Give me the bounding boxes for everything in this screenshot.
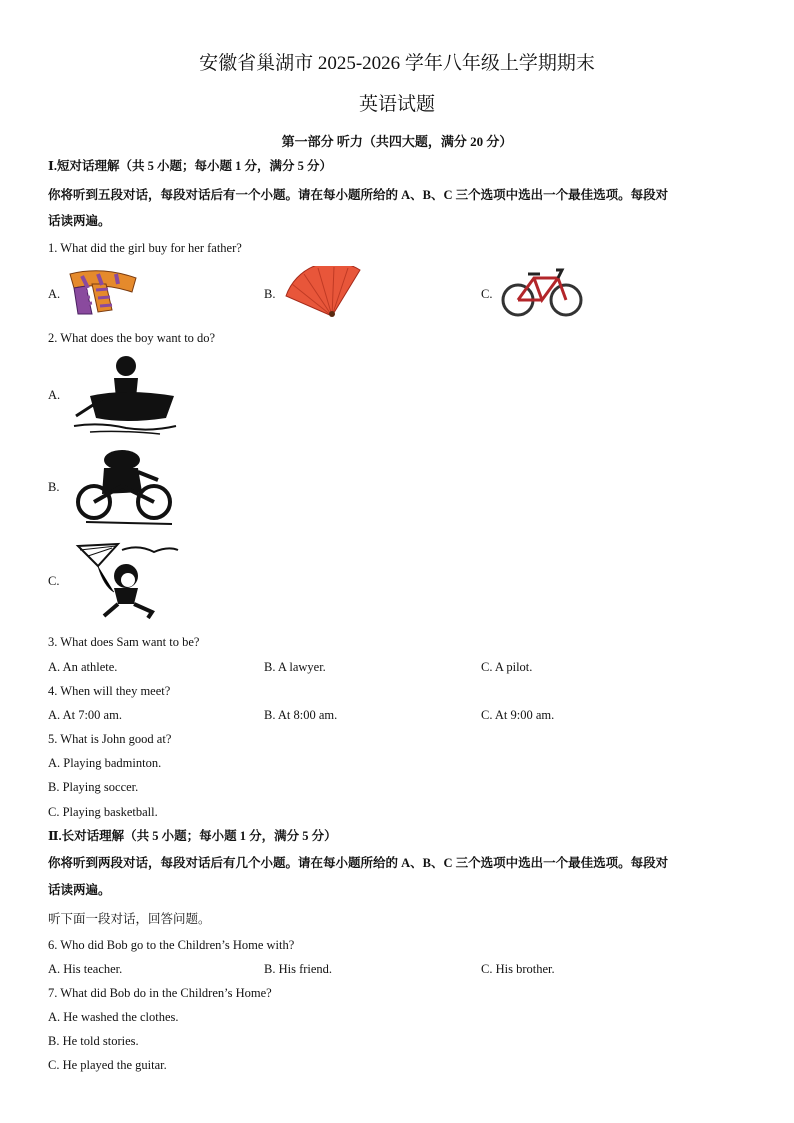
q1-option-c-label: C. [481,287,493,301]
q1-option-b-label: B. [264,287,276,301]
section1-heading: Ⅰ.短对话理解（共 5 小题；每小题 1 分，满分 5 分） [48,159,332,173]
q3-option-a: A. An athlete. [48,660,118,674]
q6-option-b: B. His friend. [264,962,333,976]
kite-flying-image [68,540,180,622]
part-heading: 第一部分 听力（共四大题，满分 20 分） [281,134,513,149]
q7-option-c: C. He played the guitar. [48,1058,167,1072]
subject-title: 英语试题 [358,94,435,115]
section2-heading: Ⅱ.长对话理解（共 5 小题；每小题 1 分，满分 5 分） [48,829,337,843]
q2-option-c-label: C. [48,574,60,588]
q2-stem: 2. What does the boy want to do? [48,331,216,345]
section1-instruction: 你将听到五段对话，每段对话后有一个小题。请在每小题所给的 A、B、C 三个选项中选出一个最佳选项。每段对 [48,188,669,202]
q4-option-b: B. At 8:00 am. [264,708,338,722]
q5-option-b: B. Playing soccer. [48,780,139,794]
q6-stem: 6. Who did Bob go to the Children’s Home with? [48,938,295,952]
q5-stem: 5. What is John good at? [48,732,172,746]
q4-stem: 4. When will they meet? [48,684,171,698]
q7-option-a: A. He washed the clothes. [48,1010,179,1024]
fan-image [282,266,364,320]
q3-option-b: B. A lawyer. [264,660,326,674]
q7-option-b: B. He told stories. [48,1034,139,1048]
listen-prompt: 听下面一段对话，回答问题。 [48,912,211,926]
q2-option-b-label: B. [48,480,60,494]
q2-option-a-label: A. [48,388,61,402]
section2-instruction: 你将听到两段对话，每段对话后有几个小题。请在每小题所给的 A、B、C 三个选项中选出一个最佳选项。每段对 [48,856,669,870]
q1-option-a-label: A. [48,287,61,301]
q1-stem: 1. What did the girl buy for her father? [48,241,242,255]
q6-option-c: C. His brother. [481,962,555,976]
section1-instruction-cont: 话读两遍。 [48,214,111,228]
section2-instruction-cont: 话读两遍。 [48,883,111,897]
page-title: 安徽省巢湖市 2025-2026 学年八年级上学期期末 [199,53,595,74]
q5-option-a: A. Playing badminton. [48,756,162,770]
q4-option-c: C. At 9:00 am. [481,708,555,722]
q4-option-a: A. At 7:00 am. [48,708,122,722]
boating-image [70,352,180,436]
scarf-image [62,266,142,316]
q3-option-c: C. A pilot. [481,660,533,674]
q7-stem: 7. What did Bob do in the Children’s Home? [48,986,272,1000]
q5-option-c: C. Playing basketball. [48,805,158,819]
bicycle-image [500,264,584,320]
q3-stem: 3. What does Sam want to be? [48,635,200,649]
q6-option-a: A. His teacher. [48,962,123,976]
cycling-image [72,446,178,526]
